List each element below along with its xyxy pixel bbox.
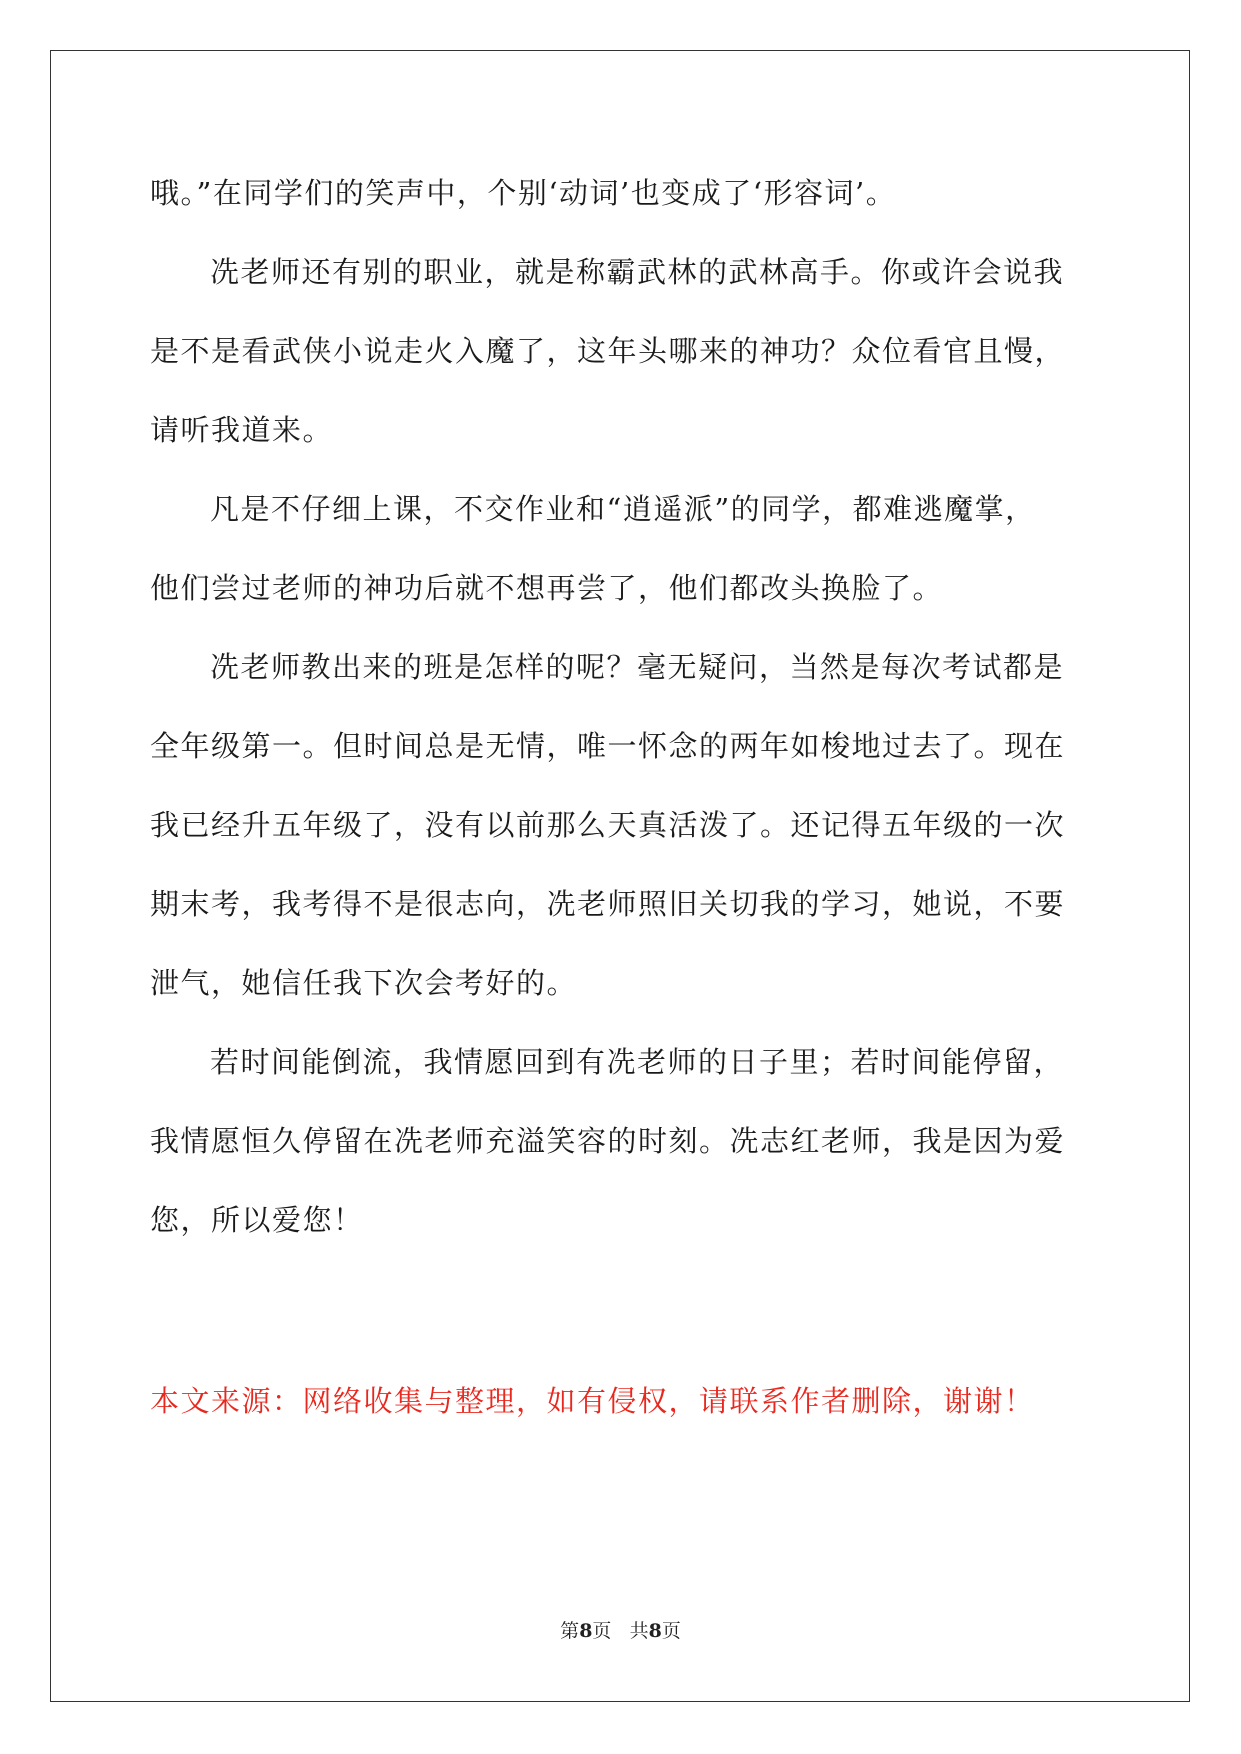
body-text bbox=[150, 168, 1100, 1274]
current-page-number: 8 bbox=[579, 1620, 593, 1642]
total-label-prefix: 共 bbox=[629, 1620, 649, 1642]
paragraph-start-line: 凡是不仔细上课，不交作业和“逍遥派”的同学，都难逃魔掌， bbox=[210, 492, 1036, 526]
text-line: 他们尝过老师的神功后就不想再尝了，他们都改头换脸了。 bbox=[150, 571, 944, 605]
paragraph-start-line: 冼老师教出来的班是怎样的呢？毫无疑问，当然是每次考试都是 bbox=[210, 650, 1065, 684]
total-label-suffix: 页 bbox=[661, 1620, 681, 1642]
total-page-number: 8 bbox=[648, 1620, 662, 1642]
text-line: 您，所以爱您！ bbox=[150, 1203, 364, 1237]
text-line: 我情愿恒久停留在冼老师充溢笑容的时刻。冼志红老师，我是因为爱 bbox=[150, 1124, 1066, 1158]
source-disclaimer: 本文来源：网络收集与整理，如有侵权，请联系作者删除，谢谢！ bbox=[150, 1384, 1035, 1418]
text-line: 请听我道来。 bbox=[150, 413, 334, 447]
text-line: 全年级第一。但时间总是无情，唯一怀念的两年如梭地过去了。现在 bbox=[150, 729, 1066, 763]
paragraph-start-line: 若时间能倒流，我情愿回到有冼老师的日子里；若时间能停留， bbox=[210, 1045, 1065, 1079]
page-label-suffix: 页 bbox=[592, 1620, 612, 1642]
text-line: 期末考，我考得不是很志向，冼老师照旧关切我的学习，她说，不要 bbox=[150, 887, 1066, 921]
paragraph-start-line: 冼老师还有别的职业，就是称霸武林的武林高手。你或许会说我 bbox=[210, 255, 1065, 289]
text-line: 泄气，她信任我下次会考好的。 bbox=[150, 966, 578, 1000]
page-number-footer bbox=[0, 1616, 1241, 1646]
page-label-prefix: 第 bbox=[560, 1620, 580, 1642]
text-line: 我已经升五年级了，没有以前那么天真活泼了。还记得五年级的一次 bbox=[150, 808, 1066, 842]
text-line: 哦。”在同学们的笑声中，个别‘动词’也变成了‘形容词’。 bbox=[150, 176, 897, 210]
text-line: 是不是看武侠小说走火入魔了，这年头哪来的神功？众位看官且慢， bbox=[150, 334, 1066, 368]
